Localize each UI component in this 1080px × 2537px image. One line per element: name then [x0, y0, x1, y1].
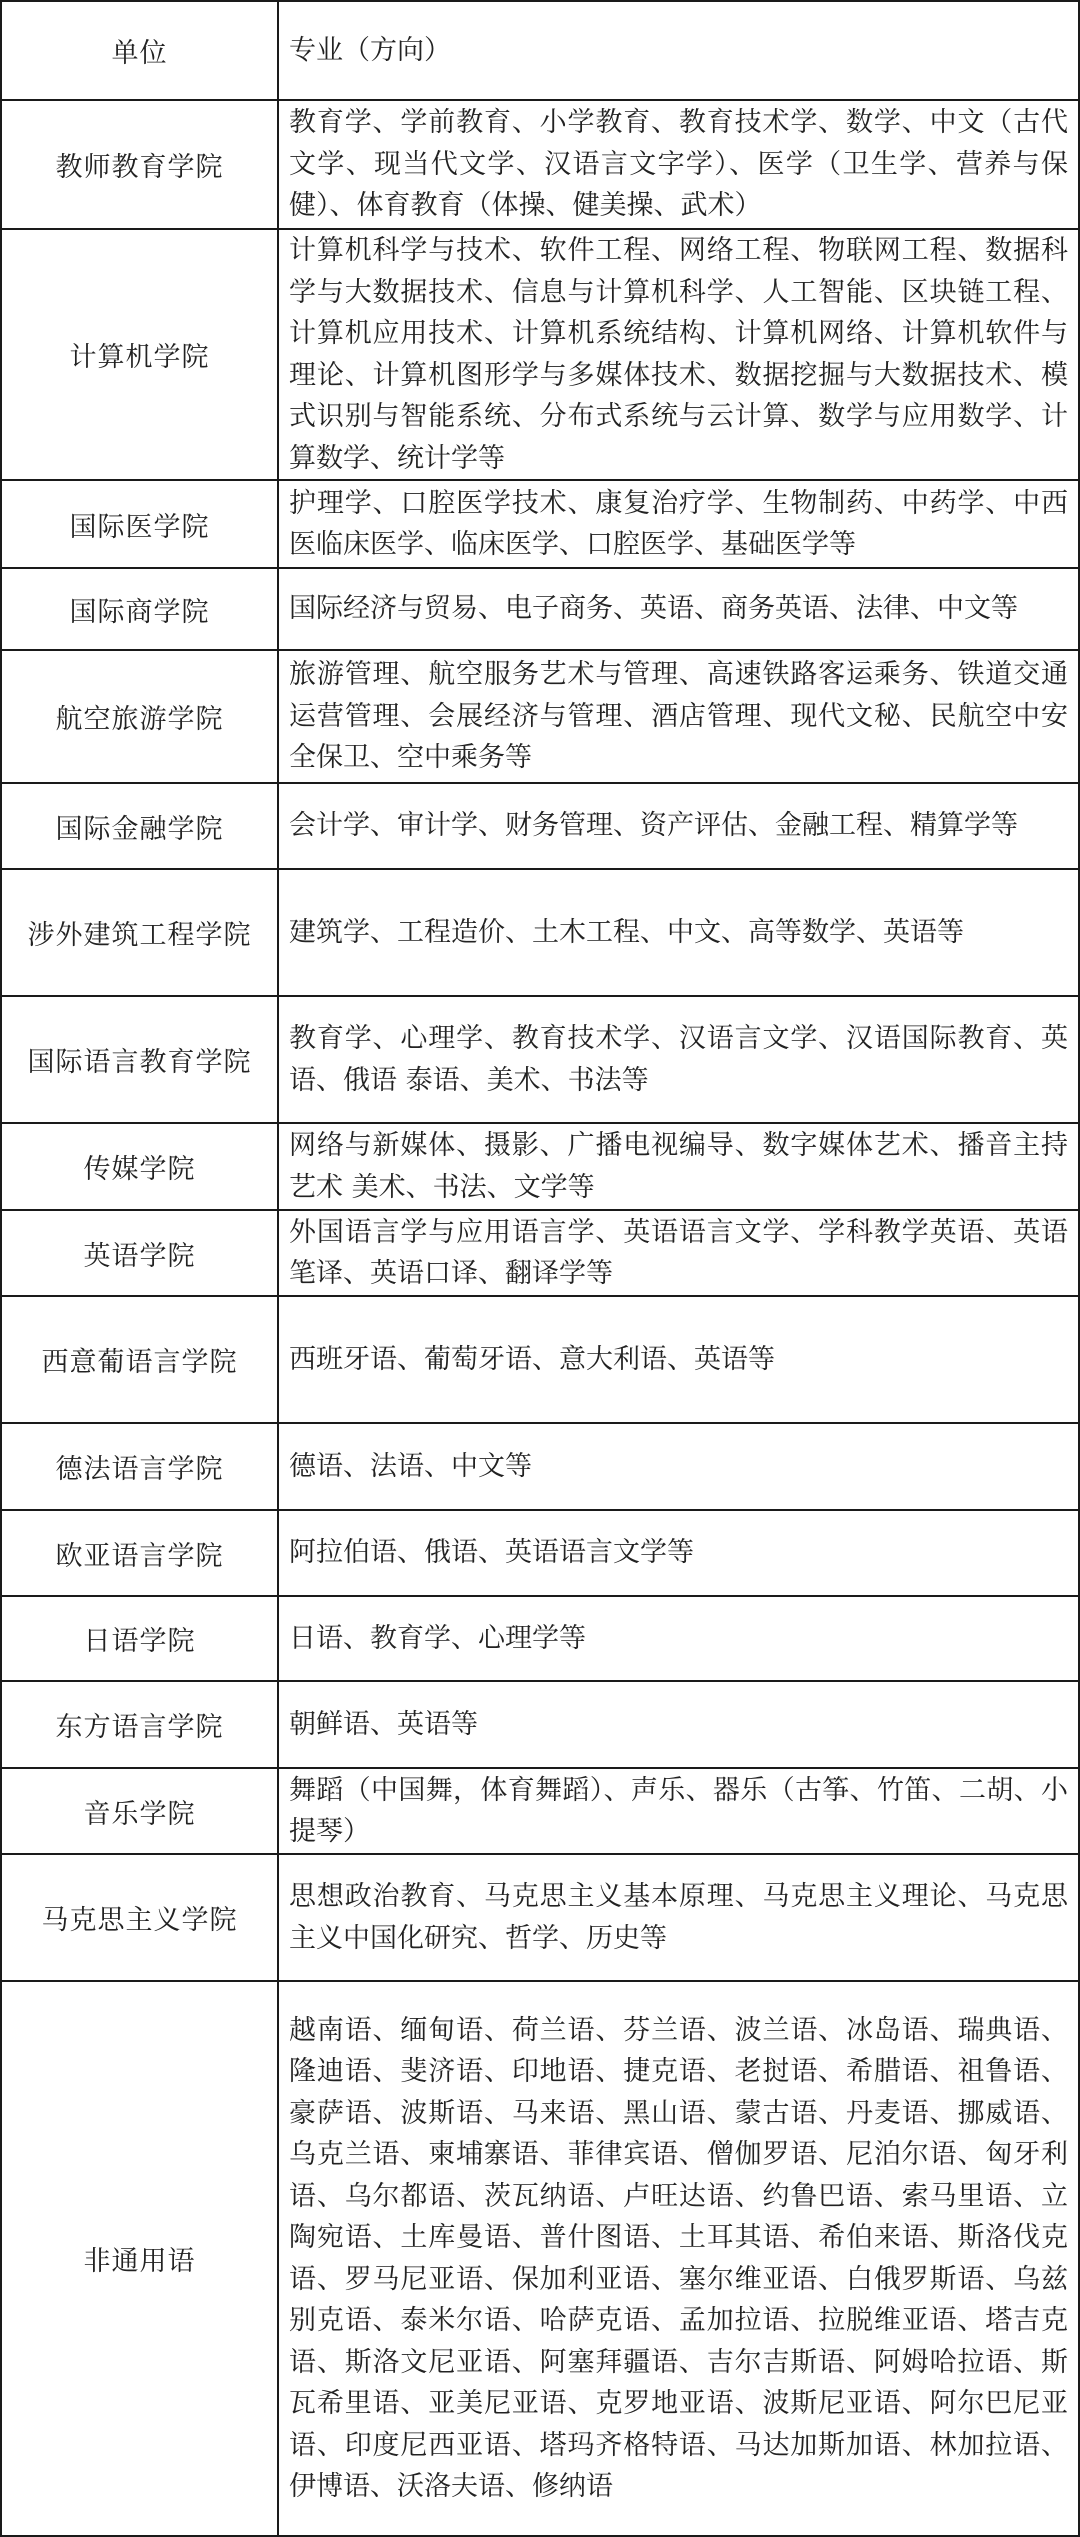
major-cell: 舞蹈（中国舞，体育舞蹈）、声乐、器乐（古筝、竹笛、二胡、小提琴）	[278, 1768, 1079, 1854]
table-row	[1, 480, 1079, 568]
header-major-cell: 专业（方向）	[278, 1, 1079, 100]
table-row	[1, 1296, 1079, 1423]
table-row	[1, 1768, 1079, 1854]
unit-cell: 国际医学院	[1, 480, 278, 568]
table-row	[1, 1123, 1079, 1210]
unit-cell: 欧亚语言学院	[1, 1510, 278, 1596]
unit-cell: 马克思主义学院	[1, 1854, 278, 1981]
unit-cell: 英语学院	[1, 1210, 278, 1296]
unit-cell: 教师教育学院	[1, 100, 278, 229]
unit-cell: 德法语言学院	[1, 1423, 278, 1510]
major-cell: 朝鲜语、英语等	[278, 1681, 1079, 1768]
table-row	[1, 1210, 1079, 1296]
major-cell: 外国语言学与应用语言学、英语语言文学、学科教学英语、英语笔译、英语口译、翻译学等	[278, 1210, 1079, 1296]
table-row	[1, 1510, 1079, 1596]
major-cell: 护理学、口腔医学技术、康复治疗学、生物制药、中药学、中西医临床医学、临床医学、口腔医学、基础医学等	[278, 480, 1079, 568]
major-cell: 教育学、学前教育、小学教育、教育技术学、数学、中文（古代文学、现当代文学、汉语言文字学）、医学（卫生学、营养与保健）、体育教育（体操、健美操、武术）	[278, 100, 1079, 229]
table-row	[1, 100, 1079, 229]
table-row	[1, 568, 1079, 650]
unit-cell: 计算机学院	[1, 229, 278, 480]
table-row	[1, 1854, 1079, 1981]
major-cell: 建筑学、工程造价、土木工程、中文、高等数学、英语等	[278, 869, 1079, 996]
major-cell: 计算机科学与技术、软件工程、网络工程、物联网工程、数据科学与大数据技术、信息与计算机科学、人工智能、区块链工程、计算机应用技术、计算机系统结构、计算机网络、计算机软件与理论、计算机图形学与多媒体技术、数据挖掘与大数据技术、模式识别与智能系统、分布式系统与云计算、数学与应用数学、计算数学、统计学等	[278, 229, 1079, 480]
major-cell: 会计学、审计学、财务管理、资产评估、金融工程、精算学等	[278, 783, 1079, 869]
major-cell: 西班牙语、葡萄牙语、意大利语、英语等	[278, 1296, 1079, 1423]
major-cell: 阿拉伯语、俄语、英语语言文学等	[278, 1510, 1079, 1596]
major-cell: 日语、教育学、心理学等	[278, 1596, 1079, 1681]
table-row	[1, 1596, 1079, 1681]
unit-cell: 非通用语	[1, 1981, 278, 2536]
unit-cell: 国际商学院	[1, 568, 278, 650]
table-row	[1, 1423, 1079, 1510]
table-row	[1, 650, 1079, 783]
unit-cell: 东方语言学院	[1, 1681, 278, 1768]
table-row	[1, 783, 1079, 869]
major-cell: 网络与新媒体、摄影、广播电视编导、数字媒体艺术、播音主持艺术 美术、书法、文学等	[278, 1123, 1079, 1210]
table-row	[1, 1981, 1079, 2536]
table-row	[1, 869, 1079, 996]
major-cell: 思想政治教育、马克思主义基本原理、马克思主义理论、马克思主义中国化研究、哲学、历史等	[278, 1854, 1079, 1981]
unit-cell: 音乐学院	[1, 1768, 278, 1854]
table-row	[1, 1681, 1079, 1768]
table-row	[1, 996, 1079, 1123]
major-cell: 旅游管理、航空服务艺术与管理、高速铁路客运乘务、铁道交通运营管理、会展经济与管理、酒店管理、现代文秘、民航空中安全保卫、空中乘务等	[278, 650, 1079, 783]
major-cell: 越南语、缅甸语、荷兰语、芬兰语、波兰语、冰岛语、瑞典语、隆迪语、斐济语、印地语、捷克语、老挝语、希腊语、祖鲁语、豪萨语、波斯语、马来语、黑山语、蒙古语、丹麦语、挪威语、乌克兰语、柬埔寨语、菲律宾语、僧伽罗语、尼泊尔语、匈牙利语、乌尔都语、茨瓦纳语、卢旺达语、约鲁巴语、索马里语、立陶宛语、土库曼语、普什图语、土耳其语、希伯来语、斯洛伐克语、罗马尼亚语、保加利亚语、塞尔维亚语、白俄罗斯语、乌兹别克语、泰米尔语、哈萨克语、孟加拉语、拉脱维亚语、塔吉克语、斯洛文尼亚语、阿塞拜疆语、吉尔吉斯语、阿姆哈拉语、斯瓦希里语、亚美尼亚语、克罗地亚语、波斯尼亚语、阿尔巴尼亚语、印度尼西亚语、塔玛齐格特语、马达加斯加语、林加拉语、伊博语、沃洛夫语、修纳语	[278, 1981, 1079, 2536]
unit-cell: 日语学院	[1, 1596, 278, 1681]
major-cell: 国际经济与贸易、电子商务、英语、商务英语、法律、中文等	[278, 568, 1079, 650]
unit-cell: 传媒学院	[1, 1123, 278, 1210]
table-row	[1, 229, 1079, 480]
header-unit-cell: 单位	[1, 1, 278, 100]
unit-cell: 涉外建筑工程学院	[1, 869, 278, 996]
major-cell: 教育学、心理学、教育技术学、汉语言文学、汉语国际教育、英语、俄语 泰语、美术、书法等	[278, 996, 1079, 1123]
unit-cell: 国际语言教育学院	[1, 996, 278, 1123]
major-cell: 德语、法语、中文等	[278, 1423, 1079, 1510]
unit-cell: 航空旅游学院	[1, 650, 278, 783]
header-row	[1, 1, 1079, 100]
unit-cell: 国际金融学院	[1, 783, 278, 869]
unit-cell: 西意葡语言学院	[1, 1296, 278, 1423]
